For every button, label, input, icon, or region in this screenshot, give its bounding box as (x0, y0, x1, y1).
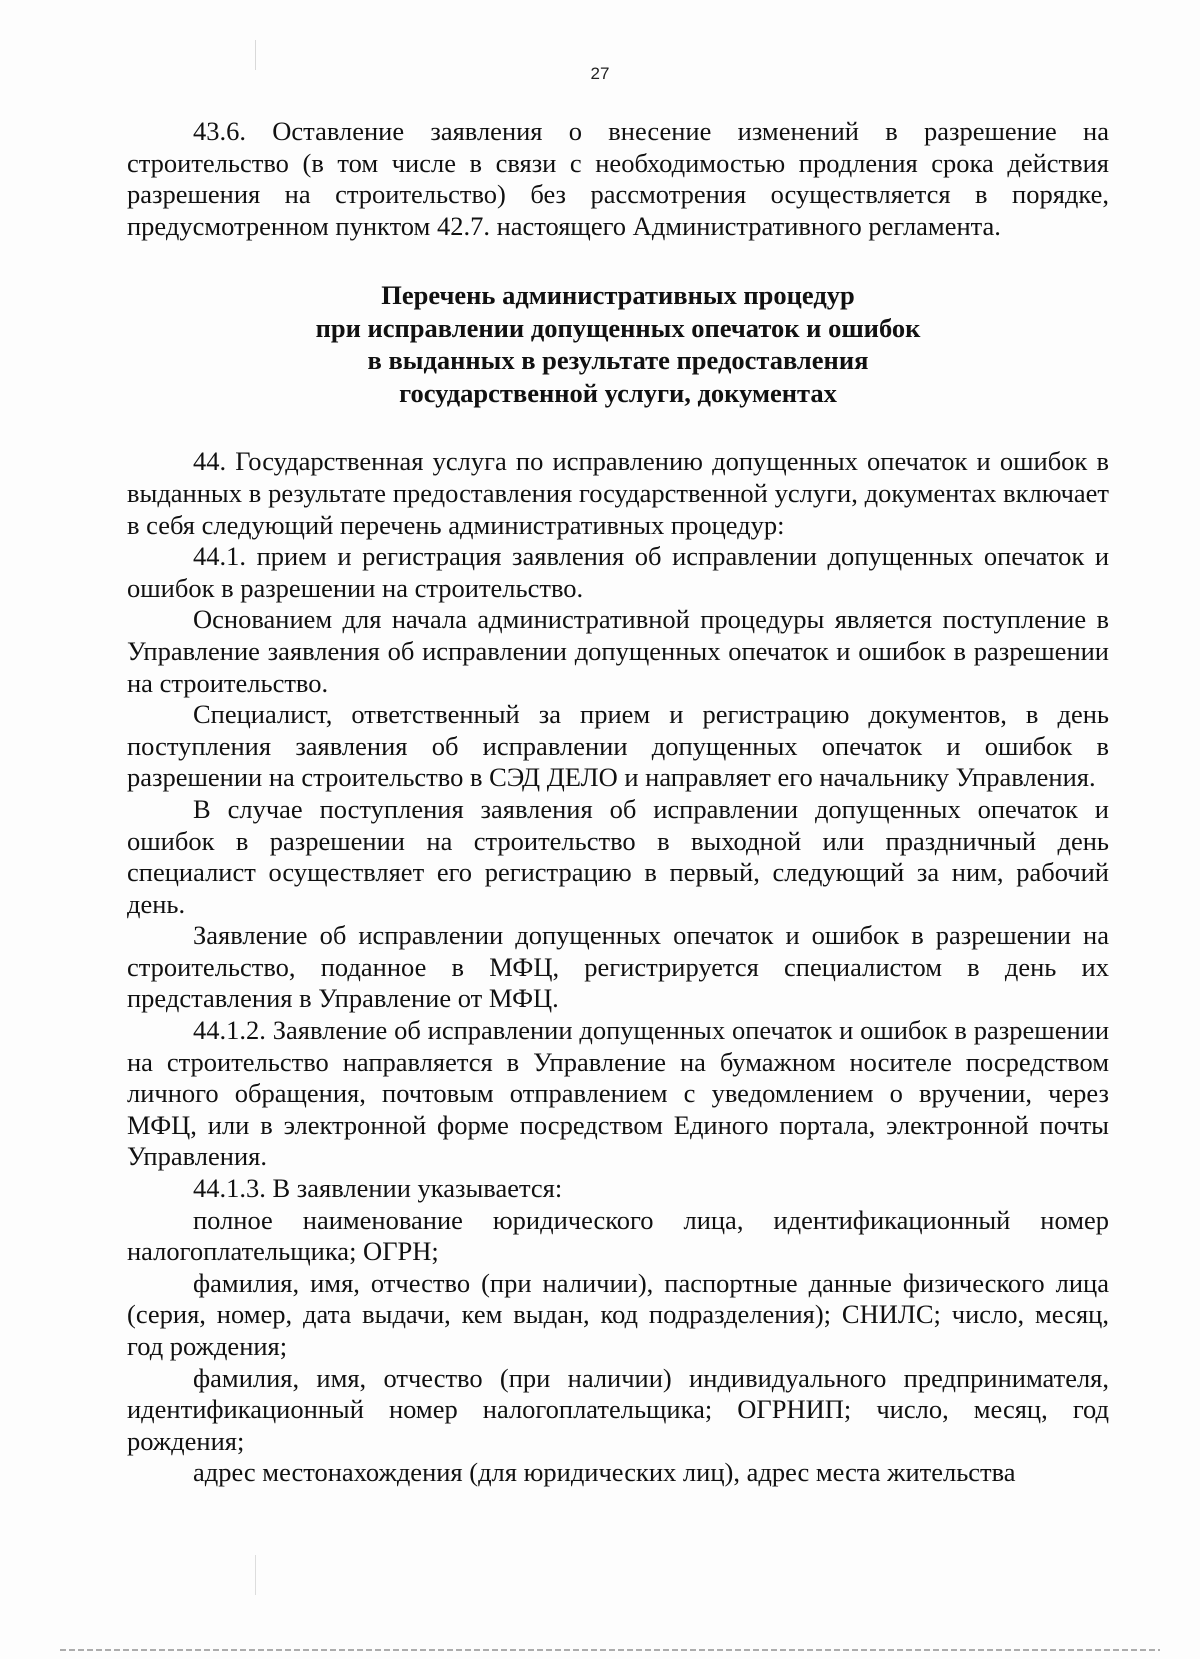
paragraph: В случае поступления заявления об исправлении допущенных опечаток и ошибок в разрешении на строительство в выходной или праздничный день специалист осуществляет его регистрацию в первый, следующий за ним, рабочий день. (127, 793, 1109, 919)
paragraph-44-1: 44.1. прием и регистрация заявления об исправлении допущенных опечаток и ошибок в разрешении на строительство. (127, 541, 1109, 603)
scan-bottom-edge (60, 1649, 1160, 1651)
page-number: 27 (590, 64, 610, 83)
paragraph-44: 44. Государственная услуга по исправлению допущенных опечаток и ошибок в выданных в результате предоставления государственной услуги, документах включает в себя следующий перечень административных процедур: (127, 446, 1109, 540)
list-item: полное наименование юридического лица, идентификационный номер налогоплательщика; ОГРН; (127, 1204, 1109, 1267)
paragraph: Основанием для начала административной процедуры является поступление в Управление заявления об исправлении допущенных опечаток и ошибок в разрешении на строительство. (127, 604, 1109, 698)
scan-artifact-line (255, 1555, 256, 1595)
list-item: фамилия, имя, отчество (при наличии) индивидуального предпринимателя, идентификационный номер налогоплательщика; ОГРНИП; число, месяц, год рождения; (127, 1362, 1109, 1456)
heading-line: при исправлении допущенных опечаток и ошибок (315, 312, 921, 343)
paragraph: Специалист, ответственный за прием и регистрацию документов, в день поступления заявления об исправлении допущенных опечаток и ошибок в разрешении на строительство в СЭД ДЕЛО и направляет его начальнику Управления. (127, 699, 1109, 793)
heading-line: государственной услуги, документах (399, 377, 837, 408)
section-heading (127, 279, 1109, 409)
heading-line: в выданных в результате предоставления (367, 345, 869, 376)
list-item: адрес местонахождения (для юридических лиц), адрес места жительства (193, 1457, 1016, 1488)
paragraph-44-1-2: 44.1.2. Заявление об исправлении допущенных опечаток и ошибок в разрешении на строительство направляется в Управление на бумажном носителе посредством личного обращения, почтовым отправлением с уведомлением о вручении, через МФЦ, или в электронной форме посредством Единого портала, электронной почты Управления. (127, 1015, 1109, 1172)
document-body (127, 116, 1109, 1489)
heading-line: Перечень административных процедур (381, 280, 855, 311)
paragraph-43-6: 43.6. Оставление заявления о внесение изменений в разрешение на строительство (в том числе в связи с необходимостью продления срока действия разрешения на строительство) без рассмотрения осуществляется в порядке, предусмотренном пунктом 42.7. настоящего Административного регламента. (127, 116, 1109, 241)
paragraph-44-1-3: 44.1.3. В заявлении указывается: (193, 1173, 563, 1204)
list-item: фамилия, имя, отчество (при наличии), паспортные данные физического лица (серия, номер, дата выдачи, кем выдан, код подразделения); СНИЛС; число, месяц, год рождения; (127, 1267, 1109, 1361)
paragraph: Заявление об исправлении допущенных опечаток и ошибок в разрешении на строительство, поданное в МФЦ, регистрируется специалистом в день их представления в Управление от МФЦ. (127, 920, 1109, 1014)
